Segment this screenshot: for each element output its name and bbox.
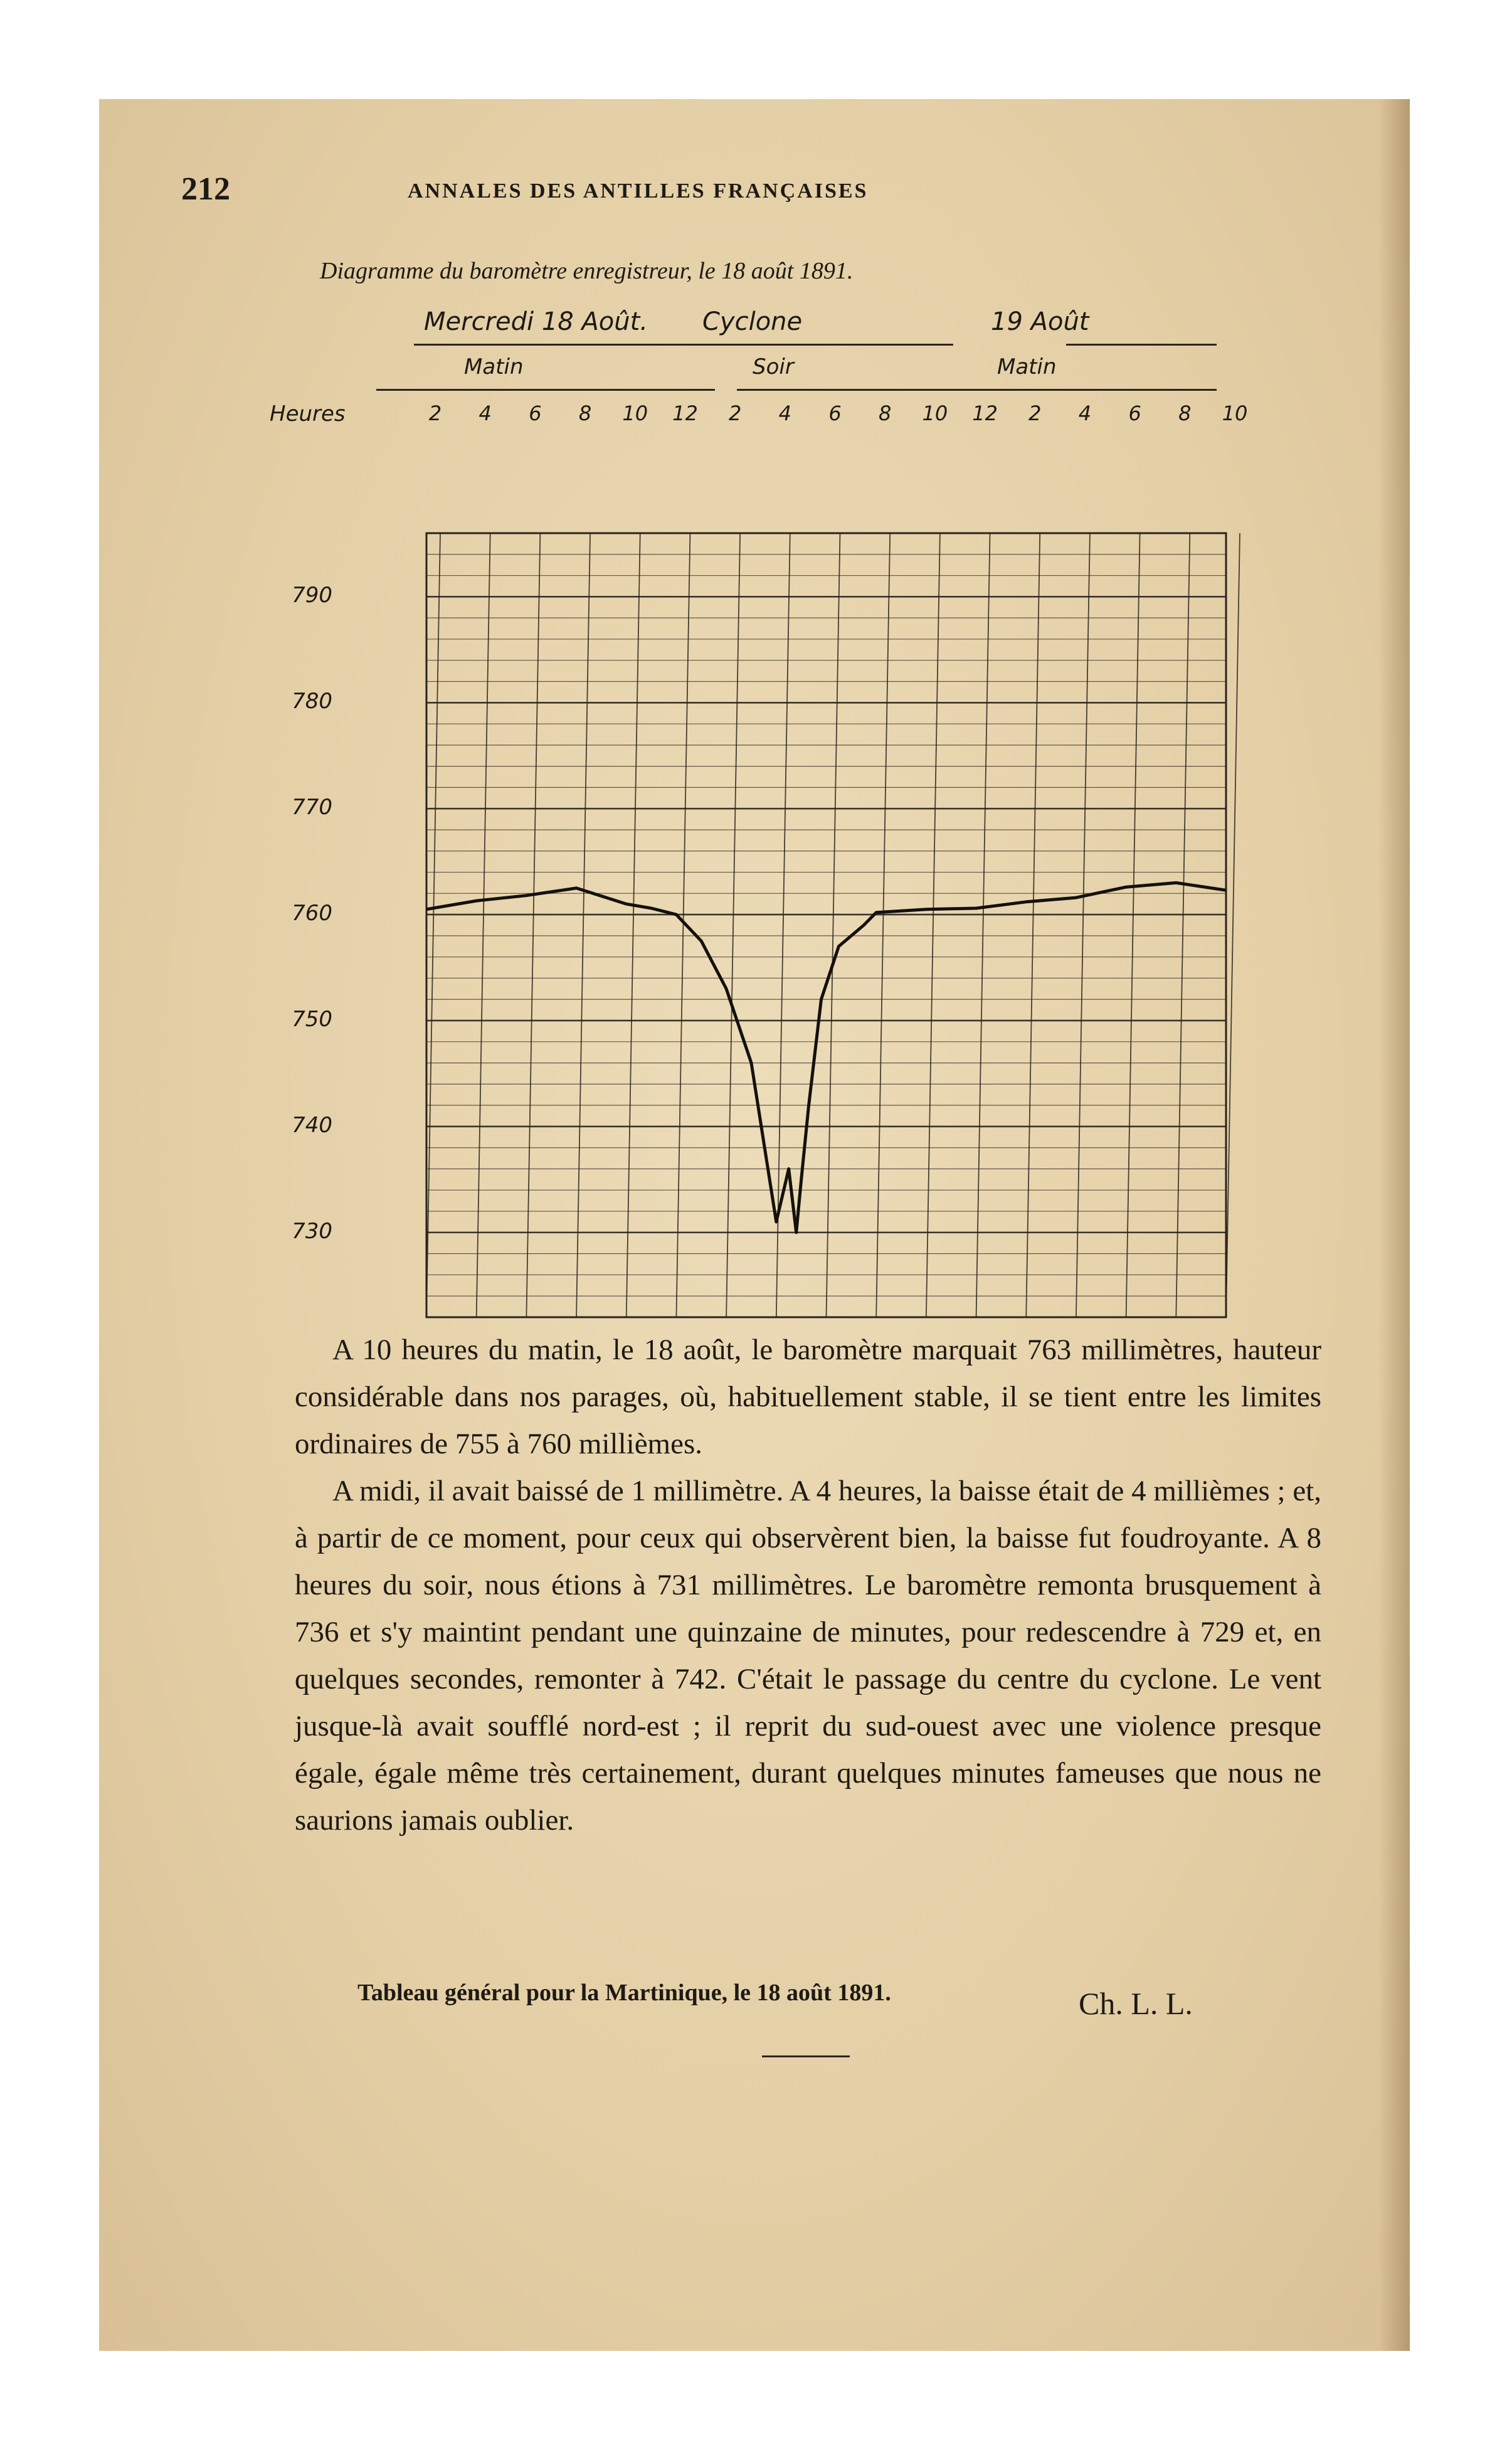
table-note: Tableau général pour la Martinique, le 18 août 1891.: [357, 1980, 891, 2006]
page-number: 212: [181, 171, 230, 207]
gridline-v: [477, 533, 490, 1317]
gridline-v: [626, 533, 640, 1317]
gridline-v: [1126, 533, 1140, 1317]
plot-frame: [426, 533, 1226, 1317]
hour-tick-label: 4: [778, 401, 791, 425]
hour-tick-label: 6: [529, 401, 542, 425]
period-label-matin: Matin: [464, 354, 524, 379]
y-tick-label: 770: [292, 795, 332, 820]
hour-tick-label: 12: [672, 401, 698, 425]
running-head: ANNALES DES ANTILLES FRANÇAISES: [408, 179, 869, 203]
hour-tick-label: 10: [922, 401, 948, 425]
chart-cyclone-label: Cyclone: [702, 307, 803, 336]
gridline-v: [1226, 533, 1240, 1317]
hour-tick-label: 8: [578, 401, 592, 425]
hour-tick-label: 10: [1222, 401, 1248, 425]
hour-tick-label: 8: [1178, 401, 1192, 425]
signature: Ch. L. L.: [1079, 1986, 1193, 2021]
hour-tick-label: 6: [1128, 401, 1141, 425]
gridline-v: [1076, 533, 1090, 1317]
chart-day1-label: Mercredi 18 Août.: [424, 307, 648, 336]
y-tick-label: 740: [292, 1112, 332, 1138]
y-tick-label: 790: [292, 583, 332, 608]
hour-tick-label: 2: [428, 401, 442, 425]
hour-tick-label: 12: [972, 401, 998, 425]
chart-caption: Diagramme du baromètre enregistreur, le 18 août 1891.: [320, 258, 854, 284]
hours-label: Heures: [270, 401, 346, 427]
gridline-v: [576, 533, 590, 1317]
hour-tick-label: 10: [622, 401, 648, 425]
hour-tick-label: 6: [828, 401, 842, 425]
y-tick-label: 750: [292, 1007, 332, 1032]
paragraph-2: A midi, il avait baissé de 1 millimètre. A 4 heures, la baisse était de 4 millièmes ; et, à partir de ce moment, pour ceux qui observèrent bien, la baisse fut foudroyante. A 8 heures du soir, nous étions à 731 millimètres. Le baromètre remonta brusquement à 736 et s'y maintint pendant une quinzaine de minutes, pour redescendre à 729 et, en quelques secondes, remonter à 742. C'était le passage du centre du cyclone. Le vent jusque-là avait soufflé nord-est ; il reprit du sud-ouest avec une violence presque égale, égale même très certainement, durant quelques minutes fameuses que nous ne saurions jamais oublier.: [295, 1475, 1321, 1837]
gridline-v: [876, 533, 890, 1317]
chart-day2-label: 19 Août: [991, 307, 1089, 336]
body-text: [295, 1327, 1321, 1844]
y-tick-label: 780: [292, 689, 332, 714]
pressure-trace: [426, 883, 1226, 1233]
gridline-v: [926, 533, 940, 1317]
y-tick-label: 730: [292, 1218, 332, 1244]
period-label-soir: Soir: [753, 354, 794, 379]
gridline-v: [776, 533, 790, 1317]
period-label-matin-2: Matin: [997, 354, 1057, 379]
hour-tick-label: 2: [1028, 401, 1042, 425]
gridline-v: [976, 533, 990, 1317]
hour-tick-label: 2: [728, 401, 742, 425]
paragraph-1: A 10 heures du matin, le 18 août, le baromètre marquait 763 millimètres, hauteur considérable dans nos parages, où, habituellement stable, il se tient entre les limites ordinaires de 755 à 760 millièmes.: [295, 1334, 1321, 1460]
hour-tick-label: 4: [478, 401, 492, 425]
hour-tick-label: 4: [1078, 401, 1092, 425]
gridline-v: [526, 533, 540, 1317]
gridline-v: [1176, 533, 1190, 1317]
separator-rule: [762, 2055, 850, 2057]
gridline-v: [1026, 533, 1040, 1317]
gridline-v: [827, 533, 840, 1317]
gridline-v: [726, 533, 740, 1317]
gridline-v: [426, 533, 440, 1317]
hour-tick-label: 8: [879, 401, 892, 425]
y-tick-label: 760: [292, 901, 332, 926]
